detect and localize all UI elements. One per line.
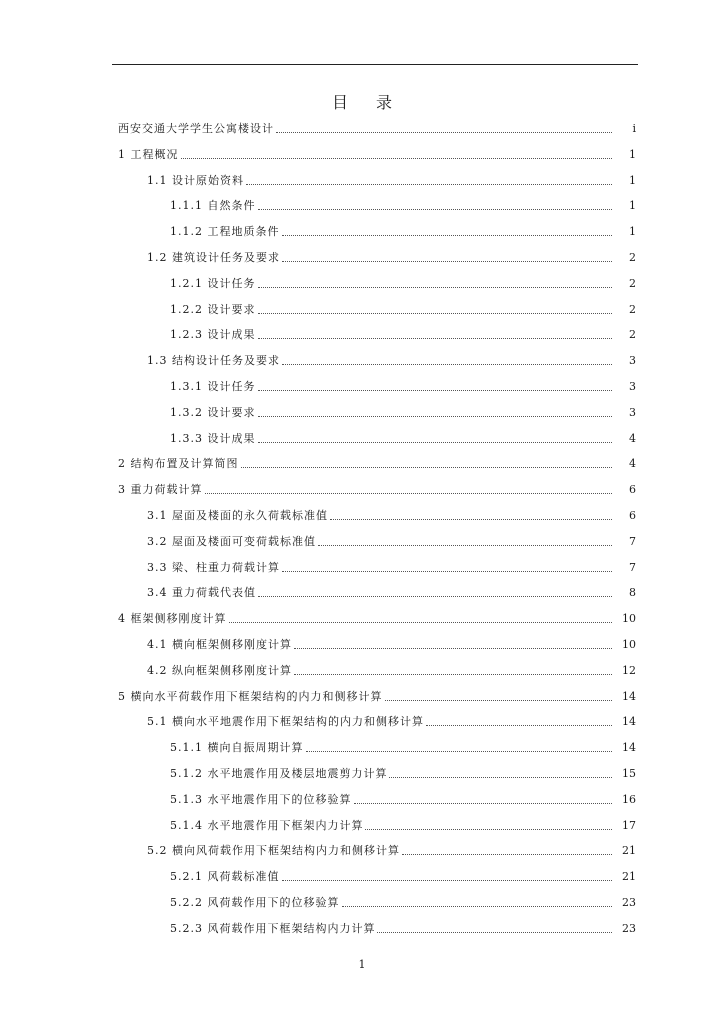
- toc-entry-page: 14: [622, 715, 636, 728]
- toc-entry-page: 17: [622, 819, 636, 832]
- toc-entry[interactable]: [147, 172, 636, 188]
- toc-entry-label: 5.1.2 水平地震作用及楼层地震剪力计算: [170, 767, 388, 780]
- toc-entry-page: 2: [629, 251, 636, 264]
- toc-entry[interactable]: [170, 430, 636, 446]
- toc-entry-page: 6: [629, 483, 636, 496]
- toc-dot-leader: [402, 854, 612, 855]
- toc-dot-leader: [342, 906, 613, 907]
- toc-entry[interactable]: [170, 378, 636, 394]
- toc-title-char-1: 目: [331, 93, 348, 112]
- toc-entry-page: 8: [629, 586, 636, 599]
- toc-dot-leader: [276, 132, 612, 133]
- toc-entry[interactable]: [170, 894, 636, 910]
- toc-entry-label: 5.1 横向水平地震作用下框架结构的内力和侧移计算: [147, 715, 424, 728]
- toc-entry-label: 5.1.3 水平地震作用下的位移验算: [170, 793, 352, 806]
- toc-dot-leader: [282, 571, 612, 572]
- toc-entry[interactable]: [147, 584, 636, 600]
- toc-entry-label: 1.2.1 设计任务: [170, 277, 256, 290]
- toc-entry-page: 4: [629, 432, 636, 445]
- toc-entry[interactable]: [170, 868, 636, 884]
- toc-dot-leader: [354, 803, 613, 804]
- toc-entry[interactable]: [170, 275, 636, 291]
- toc-entry-page: 1: [629, 225, 636, 238]
- toc-entry-label: 1 工程概况: [118, 148, 179, 161]
- toc-entry-label: 4.1 横向框架侧移刚度计算: [147, 638, 292, 651]
- toc-dot-leader: [282, 880, 613, 881]
- toc-dot-leader: [282, 261, 612, 262]
- toc-entry[interactable]: [170, 817, 636, 833]
- toc-title-char-2: 录: [376, 93, 393, 112]
- toc-dot-leader: [282, 364, 612, 365]
- toc-dot-leader: [229, 622, 613, 623]
- toc-entry-label: 1.3 结构设计任务及要求: [147, 354, 280, 367]
- toc-dot-leader: [426, 725, 612, 726]
- toc-entry-label: 5.1.4 水平地震作用下框架内力计算: [170, 819, 364, 832]
- toc-entry-page: 15: [622, 767, 636, 780]
- toc-entry[interactable]: [170, 404, 636, 420]
- toc-entry-page: 23: [622, 896, 636, 909]
- toc-entry-page: 3: [629, 380, 636, 393]
- toc-entry-label: 1.2.3 设计成果: [170, 328, 256, 341]
- toc-dot-leader: [330, 519, 612, 520]
- toc-entry-page: 12: [622, 664, 636, 677]
- toc-entry-page: 10: [622, 638, 636, 651]
- toc-dot-leader: [258, 338, 613, 339]
- toc-dot-leader: [318, 545, 612, 546]
- toc-entry[interactable]: [118, 146, 636, 162]
- toc-entry-page: 1: [629, 174, 636, 187]
- toc-dot-leader: [205, 493, 613, 494]
- toc-entry-page: 1: [629, 199, 636, 212]
- toc-entry-label: 4.2 纵向框架侧移刚度计算: [147, 664, 292, 677]
- toc-entry-label: 1.2.2 设计要求: [170, 303, 256, 316]
- toc-dot-leader: [385, 700, 613, 701]
- toc-entry-page: 3: [629, 406, 636, 419]
- toc-entry-label: 2 结构布置及计算简图: [118, 457, 239, 470]
- toc-dot-leader: [258, 209, 613, 210]
- toc-entry-label: 1.2 建筑设计任务及要求: [147, 251, 280, 264]
- toc-entry-page: 1: [629, 148, 636, 161]
- toc-entry[interactable]: [147, 352, 636, 368]
- toc-entry-label: 5.1.1 横向自振周期计算: [170, 741, 304, 754]
- toc-entry[interactable]: [118, 610, 636, 626]
- toc-entry[interactable]: [170, 765, 636, 781]
- toc-dot-leader: [282, 235, 613, 236]
- toc-entry[interactable]: [147, 507, 636, 523]
- toc-entry-page: 23: [622, 922, 636, 935]
- toc-entry[interactable]: [170, 739, 636, 755]
- toc-entry-page: 7: [629, 535, 636, 548]
- toc-entry-label: 4 框架侧移刚度计算: [118, 612, 227, 625]
- toc-entry-label: 5.2.3 风荷载作用下框架结构内力计算: [170, 922, 376, 935]
- toc-entry[interactable]: [118, 688, 636, 704]
- toc-entry-page: 6: [629, 509, 636, 522]
- toc-entry[interactable]: [170, 920, 636, 936]
- toc-entry[interactable]: [170, 197, 636, 213]
- toc-dot-leader: [181, 158, 613, 159]
- toc-entry-label: 5.2 横向风荷载作用下框架结构内力和侧移计算: [147, 844, 400, 857]
- toc-dot-leader: [365, 829, 612, 830]
- toc-dot-leader: [258, 416, 613, 417]
- toc-entry[interactable]: [147, 662, 636, 678]
- toc-entry-label: 1.1 设计原始资料: [147, 174, 244, 187]
- toc-entry-label: 1.3.2 设计要求: [170, 406, 256, 419]
- toc-entry-label: 1.1.2 工程地质条件: [170, 225, 280, 238]
- toc-entry-page: 2: [629, 303, 636, 316]
- toc-entry-page: 7: [629, 561, 636, 574]
- toc-dot-leader: [258, 596, 612, 597]
- toc-entry-page: 16: [622, 793, 636, 806]
- toc-entry-label: 3.3 梁、柱重力荷载计算: [147, 561, 280, 574]
- toc-entry-page: 21: [622, 844, 636, 857]
- toc-entry[interactable]: [118, 481, 636, 497]
- toc-entry[interactable]: [170, 223, 636, 239]
- toc-entry-page: 21: [622, 870, 636, 883]
- toc-entry[interactable]: [118, 455, 636, 471]
- toc-entry-page: 2: [629, 277, 636, 290]
- toc-dot-leader: [377, 932, 612, 933]
- toc-dot-leader: [294, 648, 612, 649]
- toc-entry-page: 14: [622, 741, 636, 754]
- toc-entry[interactable]: [147, 249, 636, 265]
- toc-entry[interactable]: [147, 713, 636, 729]
- toc-entry-label: 3 重力荷载计算: [118, 483, 203, 496]
- toc-entry-label: 3.4 重力荷载代表值: [147, 586, 256, 599]
- toc-dot-leader: [294, 674, 612, 675]
- toc-entry[interactable]: [147, 533, 636, 549]
- toc-entry[interactable]: [147, 559, 636, 575]
- page-number: 1: [358, 958, 366, 971]
- toc-dot-leader: [258, 313, 613, 314]
- toc-title: [0, 90, 724, 113]
- toc-dot-leader: [246, 184, 612, 185]
- toc-entry-label: 西安交通大学学生公寓楼设计: [118, 122, 274, 135]
- toc-entry[interactable]: [147, 636, 636, 652]
- toc-entry-label: 3.1 屋面及楼面的永久荷载标准值: [147, 509, 328, 522]
- toc-entry[interactable]: [170, 301, 636, 317]
- toc-entry-label: 5.2.1 风荷载标准值: [170, 870, 280, 883]
- toc-dot-leader: [258, 287, 613, 288]
- toc-entry-page: 14: [622, 690, 636, 703]
- toc-entry-page: i: [632, 122, 636, 135]
- toc-entry-label: 1.3.1 设计任务: [170, 380, 256, 393]
- header-rule: [112, 64, 638, 65]
- toc-entry-page: 4: [629, 457, 636, 470]
- toc-entry-label: 5.2.2 风荷载作用下的位移验算: [170, 896, 340, 909]
- toc-entry-page: 2: [629, 328, 636, 341]
- toc-entry[interactable]: [118, 120, 636, 136]
- toc-dot-leader: [241, 467, 613, 468]
- toc-entry-page: 10: [622, 612, 636, 625]
- toc-dot-leader: [306, 751, 613, 752]
- toc-entry-label: 1.3.3 设计成果: [170, 432, 256, 445]
- toc-entry[interactable]: [170, 791, 636, 807]
- toc-entry[interactable]: [170, 326, 636, 342]
- toc-entry-label: 1.1.1 自然条件: [170, 199, 256, 212]
- toc-dot-leader: [258, 442, 613, 443]
- toc-dot-leader: [389, 777, 612, 778]
- toc-entry[interactable]: [147, 842, 636, 858]
- toc-entry-page: 3: [629, 354, 636, 367]
- toc-entry-label: 3.2 屋面及楼面可变荷载标准值: [147, 535, 316, 548]
- toc-entry-label: 5 横向水平荷载作用下框架结构的内力和侧移计算: [118, 690, 383, 703]
- toc-dot-leader: [258, 390, 613, 391]
